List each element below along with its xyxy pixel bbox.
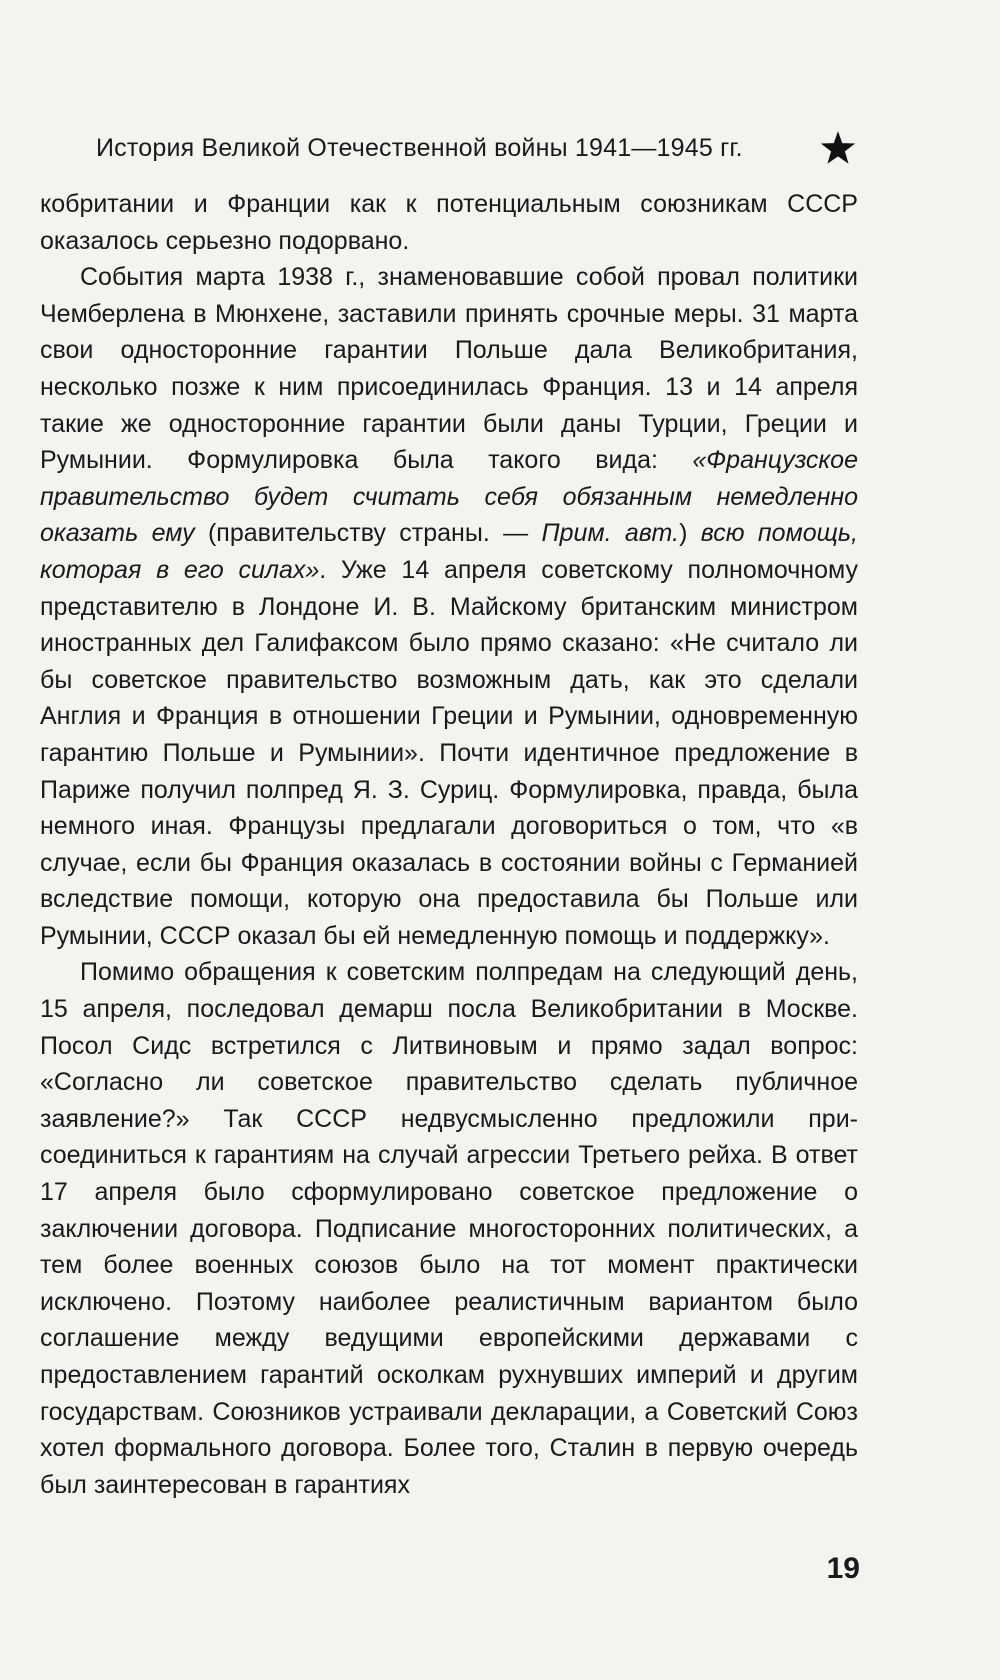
italic-quote-segment: всю помощь, которая в его силах»	[40, 519, 858, 584]
italic-quote-segment: «Французское правительство будет считать себя обязанным немедленно оказать ему	[40, 446, 858, 548]
star-icon	[820, 130, 856, 166]
paragraph	[40, 259, 858, 954]
body-text	[40, 186, 858, 1503]
paragraph	[40, 186, 858, 259]
running-header	[96, 128, 856, 168]
text-segment: . Уже 14 апреля советскому полномочному представителю в Лондоне И. В. Майскому британским министром иностранных дел Галифаксом было прямо сказано: «Не считало ли бы советское правительство возможным дать, как это сделали Англия и Франция в отношении Греции и Румынии, одновременную гарантию Польше и Румынии». Почти идентичное предложение в Париже получил полпред Я. З. Суриц. Формулировка, правда, была немного иная. Французы предлагали договориться о том, что «в случае, если бы Франция оказалась в состоянии войны с Германией вследствие помощи, которую она предоставила бы Польше или Румынии, СССР оказал бы ей немедленную помощь и поддержку».	[40, 555, 858, 950]
italic-quote-segment: Прим. авт.	[541, 519, 680, 548]
page-number: 19	[826, 1552, 860, 1585]
header-title: История Великой Отечественной войны 1941—1945 гг.	[96, 133, 743, 162]
text-segment: Помимо обращения к советским полпредам на следующий день, 15 апреля, последовал демарш посла Великобритании в Москве. Посол Сидс встретился с Литвиновым и прямо задал вопрос: «Согласно ли советское правительство сделать публичное заявление?» Так СССР недвусмысленно предложили присоединиться к гарантиям на случай агрессии Третьего рейха. В ответ 17 апреля было сформулировано советское предложение о заключении договора. Подписание многосторонних политических, а тем более военных союзов было на тот момент практически исключено. Поэтому наиболее реалистичным вариантом было соглашение между ведущими европейскими державами с предоставлением гарантий осколкам рухнувших империй и другим государствам. Союзников устраивали декларации, а Советский Союз хотел формального договора. Более того, Сталин в первую очередь был заинтересован в гарантиях	[40, 958, 858, 1499]
text-segment: События марта 1938 г., знаменовавшие собой провал политики Чемберлена в Мюнхене, заставили принять срочные меры. 31 марта свои односторонние гарантии Польше дала Великобритания, несколько позже к ним присоединилась Франция. 13 и 14 апреля такие же односторонние гарантии были даны Турции, Греции и Румынии. Формулировка была такого вида:	[40, 263, 858, 475]
text-segment: (правительству страны. —	[194, 519, 542, 548]
paragraph	[40, 954, 858, 1503]
text-segment: кобритании и Франции как к потенциальным союзникам СССР оказалось серьезно подорвано.	[40, 190, 858, 255]
text-segment: )	[679, 519, 701, 548]
